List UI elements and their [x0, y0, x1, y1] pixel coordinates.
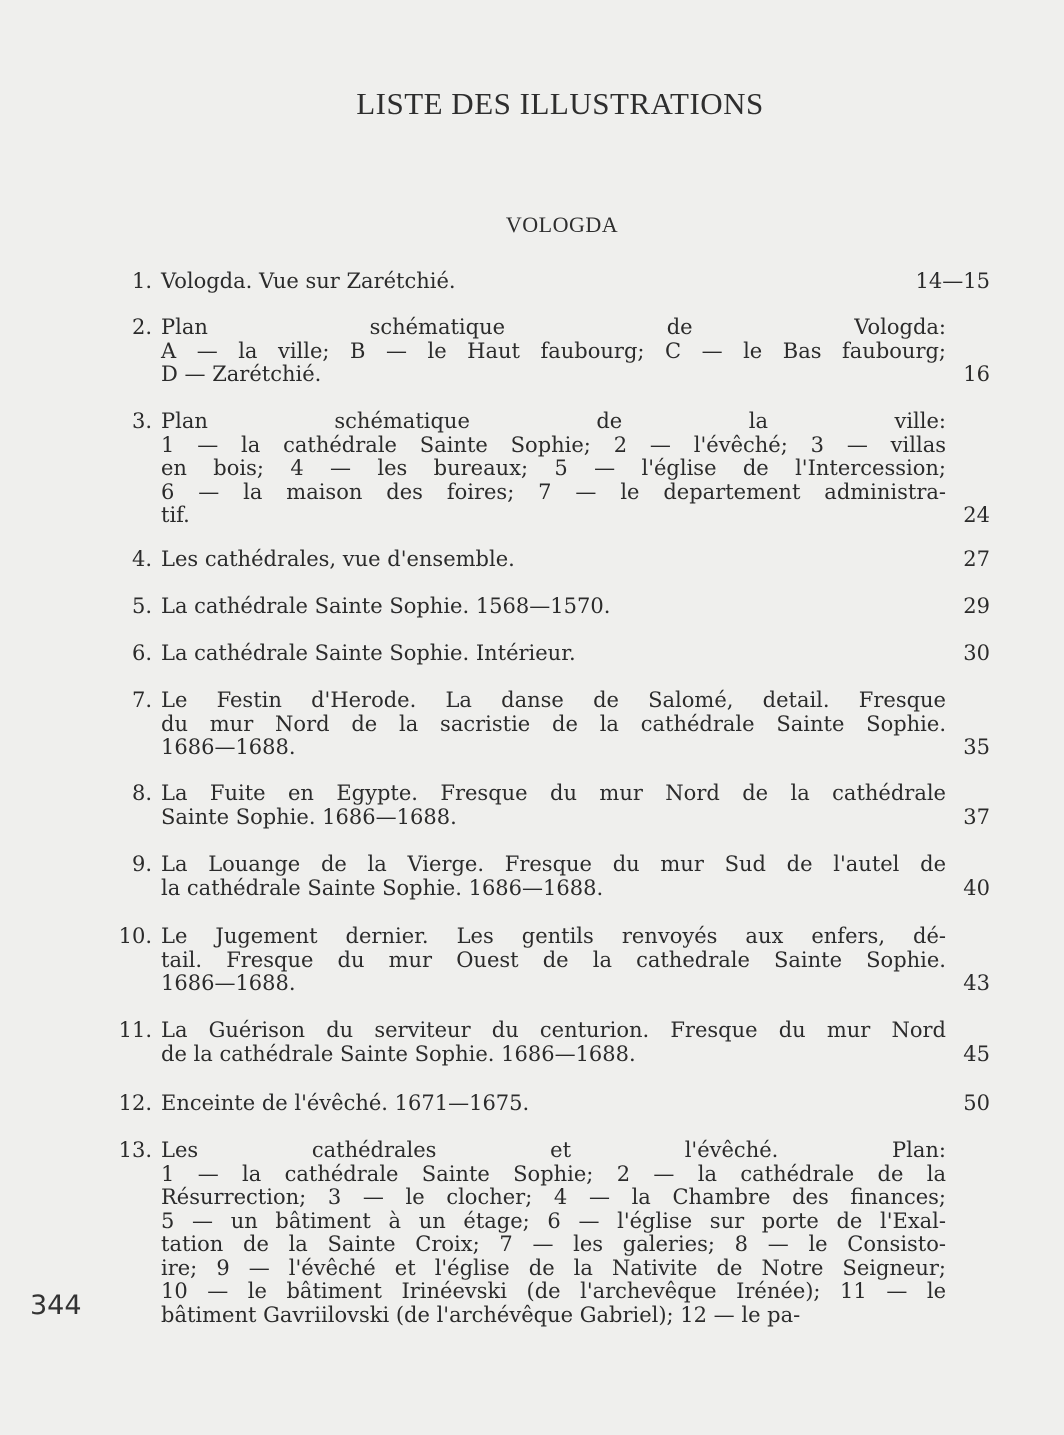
- caption-line: tail. Fresque du mur Ouest de la cathedrale Sainte Sophie.: [161, 947, 946, 972]
- item-number: 9.: [131, 852, 152, 876]
- item-number: 12.: [118, 1091, 152, 1115]
- item-number: 11.: [118, 1018, 152, 1042]
- caption-line: 5 — un bâtiment à un étage; 6 — l'église sur porte de l'Exal-: [161, 1208, 946, 1233]
- item-caption: [161, 642, 946, 666]
- item-caption: [161, 853, 946, 900]
- item-number: 5.: [131, 594, 152, 618]
- caption-line: Plan schématique de Vologda:: [161, 315, 946, 339]
- caption-line: du mur Nord de la sacristie de la cathédrale Sainte Sophie.: [161, 711, 946, 736]
- caption-line: de la cathédrale Sainte Sophie. 1686—1688.: [161, 1041, 636, 1066]
- section-title: VOLOGDA: [505, 212, 619, 237]
- caption-line: Enceinte de l'évêché. 1671—1675.: [161, 1091, 530, 1115]
- caption-line: tif.: [161, 503, 190, 527]
- item-number: 3.: [131, 409, 152, 433]
- item-caption: [161, 1092, 946, 1116]
- item-page-ref: 37: [963, 804, 990, 829]
- caption-line: 1686—1688.: [161, 735, 296, 759]
- caption-line: D — Zarétchié.: [161, 362, 322, 386]
- page-title: LISTE DES ILLUSTRATIONS: [356, 86, 764, 121]
- caption-line: 1686—1688.: [161, 971, 296, 995]
- caption-line: ire; 9 — l'évêché et l'église de la Nativite de Notre Seigneur;: [161, 1255, 946, 1280]
- item-page-ref: 35: [963, 735, 990, 759]
- item-caption: [161, 925, 946, 996]
- caption-line: La Louange de la Vierge. Fresque du mur Sud de l'autel de: [161, 852, 946, 876]
- caption-line: Le Jugement dernier. Les gentils renvoyés aux enfers, dé-: [161, 924, 946, 948]
- item-number: 10.: [118, 924, 152, 948]
- caption-line: A — la ville; B — le Haut faubourg; C — le Bas faubourg;: [161, 338, 946, 363]
- item-number: 4.: [131, 547, 152, 571]
- item-number: 13.: [118, 1138, 152, 1162]
- caption-line: Résurrection; 3 — le clocher; 4 — la Chambre des finances;: [161, 1185, 946, 1209]
- caption-line: Les cathédrales et l'évêché. Plan:: [161, 1138, 946, 1162]
- item-page-ref: 27: [963, 547, 990, 571]
- item-caption: [161, 548, 946, 572]
- caption-line: bâtiment Gavriilovski (de l'archévêque Gabriel); 12 — le pa-: [161, 1302, 801, 1327]
- item-number: 7.: [131, 688, 152, 712]
- caption-line: 6 — la maison des foires; 7 — le departement administra-: [161, 479, 946, 504]
- caption-line: 1 — la cathédrale Sainte Sophie; 2 — la cathédrale de la: [161, 1161, 946, 1186]
- item-number: 1.: [131, 269, 152, 293]
- item-page-ref: 29: [963, 594, 990, 618]
- caption-line: Plan schématique de la ville:: [161, 409, 946, 433]
- item-page-ref: 16: [963, 362, 990, 386]
- caption-line: Les cathédrales, vue d'ensemble.: [161, 547, 515, 571]
- item-page-ref: 45: [963, 1041, 990, 1066]
- caption-line: La Fuite en Egypte. Fresque du mur Nord de la cathédrale: [161, 781, 946, 805]
- item-page-ref: 14—15: [915, 269, 990, 293]
- caption-line: 10 — le bâtiment Irinéevski (de l'archevêque Irénée); 11 — le: [161, 1279, 946, 1303]
- item-number: 2.: [131, 315, 152, 339]
- item-caption: [161, 782, 946, 829]
- caption-line: en bois; 4 — les bureaux; 5 — l'église de l'Intercession;: [161, 456, 946, 480]
- caption-line: la cathédrale Sainte Sophie. 1686—1688.: [161, 875, 604, 900]
- item-caption: [161, 270, 946, 294]
- item-page-ref: 43: [963, 971, 990, 995]
- item-page-ref: 24: [963, 503, 990, 527]
- item-caption: [161, 1139, 946, 1327]
- item-page-ref: 50: [963, 1091, 990, 1115]
- caption-line: La Guérison du serviteur du centurion. Fresque du mur Nord: [161, 1018, 946, 1042]
- caption-line: Le Festin d'Herode. La danse de Salomé, detail. Fresque: [161, 688, 946, 712]
- item-page-ref: 40: [963, 875, 990, 900]
- item-number: 6.: [131, 641, 152, 665]
- item-number: 8.: [131, 781, 152, 805]
- page-number: 344: [30, 1290, 82, 1321]
- caption-line: La cathédrale Sainte Sophie. Intérieur.: [161, 641, 576, 665]
- caption-line: Sainte Sophie. 1686—1688.: [161, 804, 457, 829]
- caption-line: Vologda. Vue sur Zarétchié.: [161, 269, 456, 293]
- caption-line: tation de la Sainte Croix; 7 — les galeries; 8 — le Consisto-: [161, 1232, 946, 1256]
- item-caption: [161, 595, 946, 619]
- item-caption: [161, 1019, 946, 1066]
- caption-line: La cathédrale Sainte Sophie. 1568—1570.: [161, 594, 611, 618]
- item-caption: [161, 316, 946, 387]
- item-caption: [161, 410, 946, 528]
- caption-line: 1 — la cathédrale Sainte Sophie; 2 — l'évêché; 3 — villas: [161, 432, 946, 457]
- item-page-ref: 30: [963, 641, 990, 665]
- item-caption: [161, 689, 946, 760]
